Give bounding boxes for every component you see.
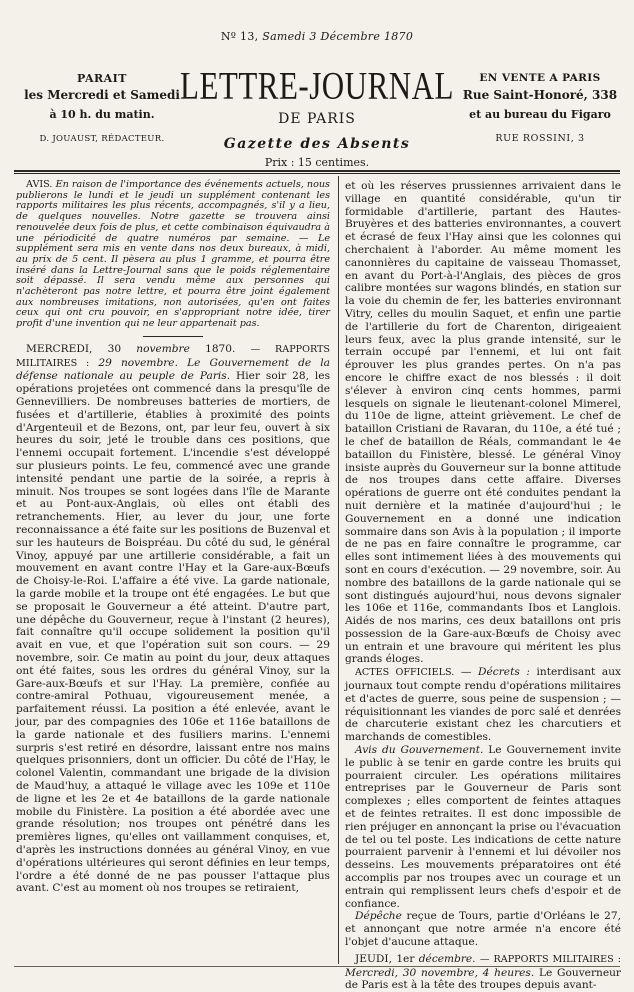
first-dispatch-title: Le Gouvernement de la défense nationale au peuple de Paris. (16, 356, 331, 383)
masthead (180, 63, 454, 169)
jeudi-month: décembre. (418, 952, 476, 965)
actes-text: interdisant aux journaux tout compte rendu d'opérations militaires et d'actes de guerre, sous peine de suspension ; — réquisitionnant les viandes de porc salé et denrées de charcuterie existant chez les charcutiers et marchands de comestibles. (345, 666, 622, 744)
parait-label: PARAIT (76, 72, 127, 85)
editor-line: D. JOUAUST, RÉDACTEUR. (39, 134, 165, 144)
publication-days: les Mercredi et Samedi (24, 88, 180, 102)
depeche-label: Dépêche (355, 910, 402, 923)
jeudi-day: JEUDI, 1er (355, 952, 415, 965)
jeudi-rapports-label: — RAPPORTS MILITAIRES : (479, 953, 621, 965)
depeche-text: reçue de Tours, partie d'Orléans le 27, et annonçant que notre armée n'a encore été l'objet d'aucune attaque. (345, 910, 622, 949)
jeudi-text: Le Gouverneur de Paris est à la tête des troupes depuis avant- (345, 966, 621, 992)
column-divider (338, 176, 339, 964)
figaro-office: et au bureau du Figaro (469, 108, 611, 121)
sales-info (458, 72, 622, 144)
dateline-month: novembre (136, 342, 190, 355)
section-separator (143, 336, 203, 337)
publication-time: à 10 h. du matin. (49, 108, 155, 121)
rapports-label: — RAPPORTS MILITAIRES : (16, 343, 330, 369)
gazette-line: Gazette des Absents (223, 136, 411, 152)
issue-date: Samedi 3 Décembre 1870 (262, 30, 414, 43)
issue-number: Nº 13, (220, 30, 259, 43)
subscription-info (22, 72, 182, 144)
price-line: Prix : 15 centimes. (264, 156, 370, 169)
sale-street: Rue Saint-Honoré, 338 (462, 88, 618, 102)
newspaper-subtitle: DE PARIS (278, 111, 356, 127)
avis-text: En raison de l'importance des événements actuels, nous publierons le lundi et le jeudi un supplément contenant les rapports militaires les plus récents, accompagnés, s'il y a lieu, de quelques nouvelles. Notre gazette se trouvera ainsi renouvelée deux fois de plus, et cette combinaison équivaudra à une périodicité de quatre numéros par semaine. — Le supplément sera mis en vente dans nos deux bureaux, à midi, au prix de 5 cent. Il pèsera au plus 1 gramme, et pourra être inséré dans la Lettre-Journal sans que le poids réglementaire soit dépassé. Il sera vendu même aux personnes qui n'achèteront pas notre lettre, et pourra être joint également aux nombreuses imitations, non autorisées, qu'en ont faites ceux qui ont cru pouvoir, en s'appropriant notre idée, tirer profit d'une invention qui ne leur appartenait pas. (16, 179, 330, 330)
continued-paragraph: et où les réserves prussiennes arrivaient dans le village en quantité considérable, qu'un tir formidable d'artillerie, partant des Hautes-Bruyères et des batteries environnantes, a couvert et écrasé de feux l'Hay ainsi que les colonnes qui cherchaient à l'aborder. Au même moment les canonnières du capitaine de vaisseau Thomasset, en avant du Port-à-l'Anglais, des pièces de gros calibre montées sur wagons blindés, en station sur la voie du chemin de fer, les batteries environnant Vitry, celles du moulin Saquet, et enfin une partie de l'artillerie du fort de Charenton, dirigeaient leurs feux, avec la plus grande intensité, sur le terrain occupé par l'ennemi, et lui ont fait éprouver les plus grandes pertes. On n'a pas encore le chiffre exact de nos blessés : il doit s'élever à environ cinq cents hommes, parmi lesquels on signale le lieutenant-colonel Mimerel, du 110e de ligne, atteint grièvement. Le chef de bataillon Cristiani de Ravaran, du 110e, a été tué ; le chef de bataillon de Réals, commandant le 4e bataillon du Finistère, blessé. Le général Vinoy insiste auprès du Gouverneur sur la bonne attitude de nos troupes dans cette affaire. Diverses opérations de guerre ont été conduites pendant la nuit dernière et la matinée d'aujourd'hui ; le Gouvernement en a donné une indication sommaire dans son Avis à la population ; il importe de ne pas en faire connaître le programme, car elles sont intimement liées à des mouvements qui sont en cours d'exécution. — 29 novembre, soir. Au nombre des bataillons de la garde nationale qui se sont distingués aujourd'hui, nous devons signaler les 106e et 116e, commandants Ibos et Langlois. Aidés de nos marins, ces deux bataillons ont pris possession de la Gare-aux-Bœufs de Choisy avec un entrain et une bravoure qui méritent les plus grands éloges. (345, 180, 621, 666)
avis-gouvernement-label: Avis du Gouvernement. (355, 744, 484, 757)
avis-gouvernement-text: Le Gouvernement invite le public à se tenir en garde contre les bruits qui pourraient circuler. Les opérations militaires entreprises par le Gouverneur de Paris sont complexes ; elles comportent de feintes attaques et de feintes retraites. Il est donc impossible de rien préjuger en annonçant la prise ou l'évacuation de tel ou tel poste. Les indications de cette nature pourraient parvenir à l'ennemi et lui dévoiler nos desseins. Les mouvements préparatoires ont été accomplis par nos troupes avec un courage et un entrain qui remplissent leurs chefs d'espoir et de confiance. (345, 744, 621, 910)
on-sale-label: EN VENTE A PARIS (479, 72, 601, 84)
dateline-year: 1870. (205, 342, 236, 355)
avis-gouvernement-paragraph (345, 744, 621, 910)
dispatch-body: Hier soir 28, les opérations projetées ont commencé dans la presqu'île de Gennevilliers. De nombreuses batteries de mortiers, de fusées et d'artillerie, établies à proximité des points d'Argenteuil et de Bezons, ont, par leur feu, ouvert à six heures du soir, jeté le trouble dans ces positions, que l'ennemi occupait fortement. L'incendie s'est développé sur plusieurs points. Le feu, commencé avec une grande intensité pendant une partie de la soirée, a repris à minuit. Nos troupes se sont logées dans l'île de Marante et au Pont-aux-Anglais, où elles ont établi des retranchements. Hier, au lever du jour, une forte reconnaissance a été faite sur les positions de Buzenval et sur les hauteurs de Boispréau. Du côté du sud, le général Vinoy, appuyé par une artillerie considérable, a fait un mouvement en avant contre l'Hay et la Gare-aux-Bœufs de Choisy-le-Roi. L'affaire a été vive. La garde nationale, la garde mobile et la troupe ont été engagées. Le but que se proposait le Gouverneur a été atteint. D'autre part, une dépêche du Gouverneur, reçue à l'instant (2 heures), fait connaître qu'il occupe solidement la position qu'il avait en vue, et que l'opération suit son cours. — 29 novembre, soir. Ce matin au point du jour, deux attaques ont été faites, sous les ordres du général Vinoy, sur la Gare-aux-Bœufs et sur l'Hay. La première, confiée au contre-amiral Pothuau, vigoureusement menée, a parfaitement réussi. La position a été enlevée, avant le jour, par des compagnies des 106e et 116e bataillons de la garde nationale et des fusiliers marins. L'ennemi surpris s'est retiré en désordre, laissant entre nos mains quelques prisonniers, dont un officier. Du côté de l'Hay, le colonel Valentin, commandant une brigade de la division de Maud'huy, a attaqué le village avec les 109e et 110e de ligne et les 2e et 4e bataillons de la garde nationale mobile du Finistère. La position a été abordée avec une grande résolution; nos troupes ont pénétré dans les premières lignes, qu'elles ont vaillamment conquises, et, d'après les instructions données au général Vinoy, en vue d'opérations ultérieures qui seront définies en leur temps, l'ordre a été donné de ne pas pousser l'attaque plus avant. C'est au moment où nos troupes se retiraient, (16, 370, 331, 895)
jeudi-paragraph (345, 953, 621, 992)
actes-paragraph: ACTES OFFICIELS. — Décrets : interdisant aux journaux tout compte rendu d'opérations militaires et d'actes de guerre, sous peine de suspension ; — réquisitionnant les viandes de porc salé et denrées de charcuterie existant chez les charcutiers et marchands de comestibles. (345, 666, 622, 744)
issue-line (0, 30, 634, 43)
depeche-paragraph (345, 910, 621, 948)
avis-paragraph (16, 180, 330, 330)
newspaper-title: LETTRE-JOURNAL (180, 63, 454, 108)
rossini-address: RUE ROSSINI, 3 (495, 133, 585, 144)
header-divider (14, 170, 620, 172)
dispatch-paragraph (16, 343, 330, 895)
dateline-day: MERCREDI, 30 (26, 342, 122, 355)
right-column (345, 180, 621, 992)
left-column (16, 180, 330, 895)
actes-label: ACTES OFFICIELS. (355, 667, 455, 679)
actes-decrets: Décrets : (478, 666, 530, 679)
avis-lead: AVIS. (26, 179, 53, 190)
first-dispatch-date: 29 novembre. (98, 356, 178, 369)
header-divider-thin (14, 173, 620, 174)
jeudi-dispatch-date: Mercredi, 30 novembre, 4 heures. (345, 966, 535, 979)
